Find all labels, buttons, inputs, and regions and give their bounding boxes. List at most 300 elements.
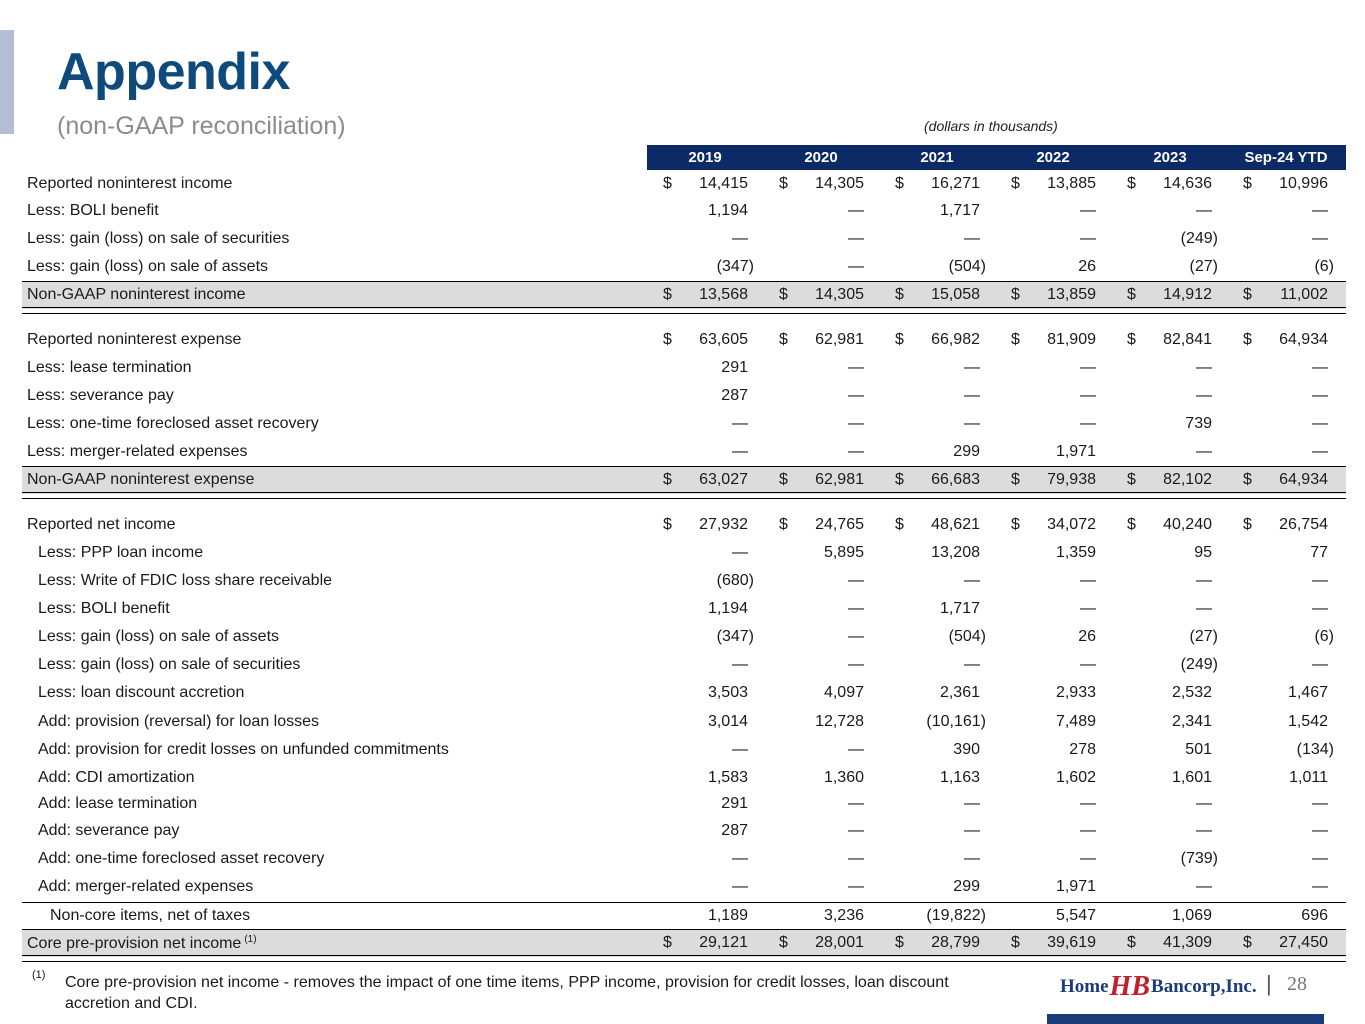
table-cell	[886, 443, 1002, 463]
cell-value: —	[964, 230, 980, 247]
table-cell	[654, 286, 770, 306]
cell-value: —	[848, 850, 864, 867]
cell-value: 64,934	[1279, 471, 1328, 488]
cell-value: 299	[953, 878, 980, 895]
table-row	[22, 226, 1346, 254]
page-title: Appendix	[57, 43, 290, 101]
table-cell	[1118, 359, 1234, 379]
cell-value: (347)	[716, 628, 754, 645]
column-header: 2021	[920, 149, 954, 166]
currency-symbol: $	[1127, 175, 1136, 192]
cell-value: —	[732, 850, 748, 867]
table-cell	[1234, 850, 1350, 870]
table-cell	[1118, 822, 1234, 842]
table-cell	[1234, 359, 1350, 379]
currency-symbol: $	[1011, 516, 1020, 533]
row-label	[38, 684, 244, 702]
table-cell	[770, 359, 886, 379]
table-cell	[1002, 443, 1118, 463]
cell-value: 28,001	[815, 934, 864, 951]
table-cell	[1234, 516, 1350, 536]
table-cell	[1118, 907, 1234, 927]
table-cell	[1118, 331, 1234, 351]
table-cell	[1118, 443, 1234, 463]
row-label	[38, 656, 300, 674]
table-cell	[886, 713, 1002, 733]
row-label	[38, 713, 319, 731]
row-label-text: Non-GAAP noninterest expense	[27, 471, 255, 488]
cell-value: —	[964, 850, 980, 867]
table-cell	[654, 230, 770, 250]
table-cell	[1118, 544, 1234, 564]
currency-symbol: $	[1127, 934, 1136, 951]
cell-value: —	[1312, 415, 1328, 432]
cell-value: —	[848, 795, 864, 812]
cell-value: (27)	[1189, 628, 1218, 645]
table-header	[647, 145, 1346, 170]
row-label-text: Add: severance pay	[38, 822, 180, 839]
cell-value: —	[732, 443, 748, 460]
cell-value: —	[848, 387, 864, 404]
column-header: 2023	[1153, 149, 1187, 166]
cell-value: —	[732, 415, 748, 432]
cell-value: 1,189	[707, 907, 748, 924]
table-cell	[886, 572, 1002, 592]
currency-symbol: $	[779, 175, 788, 192]
cell-value: —	[1196, 795, 1212, 812]
currency-symbol: $	[1011, 934, 1020, 951]
table-row	[22, 355, 1346, 383]
cell-value: 1,069	[1171, 907, 1212, 924]
cell-value: 62,981	[815, 471, 864, 488]
table-cell	[886, 741, 1002, 761]
currency-symbol: $	[663, 934, 672, 951]
cell-value: —	[1312, 795, 1328, 812]
table-cell	[1002, 202, 1118, 222]
row-label-text: Add: lease termination	[38, 795, 198, 812]
cell-value: (504)	[948, 258, 986, 275]
cell-value: 34,072	[1047, 516, 1096, 533]
cell-value: 287	[721, 822, 748, 839]
row-label-text: Add: provision for credit losses on unfunded commitments	[38, 741, 449, 758]
table-row	[22, 596, 1346, 624]
table-cell	[654, 600, 770, 620]
table-cell	[654, 331, 770, 351]
cell-value: —	[732, 878, 748, 895]
cell-value: 66,683	[931, 471, 980, 488]
table-cell	[1118, 415, 1234, 435]
cell-value: (680)	[716, 572, 754, 589]
row-label	[27, 471, 254, 489]
column-header: 2022	[1036, 149, 1070, 166]
row-label	[38, 878, 253, 896]
table-cell	[770, 544, 886, 564]
cell-value: 2,341	[1171, 713, 1212, 730]
table-row	[22, 540, 1346, 568]
cell-value: 1,163	[939, 769, 980, 786]
table-cell	[1118, 387, 1234, 407]
table-cell	[886, 471, 1002, 491]
row-label-text: Less: lease termination	[27, 359, 192, 376]
row-label	[38, 544, 203, 562]
table-cell	[654, 415, 770, 435]
table-row	[22, 652, 1346, 680]
cell-value: 48,621	[931, 516, 980, 533]
row-label	[50, 907, 250, 925]
cell-value: 287	[721, 387, 748, 404]
cell-value: 1,717	[939, 202, 980, 219]
currency-symbol: $	[1243, 331, 1252, 348]
table-cell	[1234, 684, 1350, 704]
cell-value: —	[1080, 202, 1096, 219]
cell-value: 1,011	[1289, 769, 1328, 786]
cell-value: (504)	[948, 628, 986, 645]
table-cell	[654, 175, 770, 195]
table-cell	[1234, 741, 1350, 761]
table-cell	[1118, 741, 1234, 761]
currency-symbol: $	[1243, 175, 1252, 192]
table-cell	[886, 387, 1002, 407]
cell-value: —	[848, 741, 864, 758]
cell-value: 10,996	[1279, 175, 1328, 192]
currency-symbol: $	[779, 934, 788, 951]
table-cell	[1002, 258, 1118, 278]
cell-value: (249)	[1180, 656, 1218, 673]
table-cell	[1234, 471, 1350, 491]
row-label-text: Less: gain (loss) on sale of assets	[38, 628, 280, 645]
table-cell	[886, 516, 1002, 536]
table-cell	[886, 331, 1002, 351]
table-cell	[886, 769, 1002, 789]
cell-value: —	[1196, 359, 1212, 376]
cell-value: —	[964, 795, 980, 812]
table-cell	[1234, 544, 1350, 564]
table-cell	[770, 656, 886, 676]
table-row	[22, 874, 1346, 902]
page-subtitle: (non-GAAP reconciliation)	[57, 112, 346, 140]
cell-value: 2,532	[1171, 684, 1212, 701]
cell-value: —	[1196, 387, 1212, 404]
table-cell	[1234, 415, 1350, 435]
table-cell	[886, 850, 1002, 870]
page-number: 28	[1287, 973, 1307, 995]
row-label	[27, 258, 268, 276]
table-cell	[770, 331, 886, 351]
cell-value: 2,933	[1055, 684, 1096, 701]
currency-symbol: $	[895, 516, 904, 533]
table-cell	[886, 878, 1002, 898]
units-note: (dollars in thousands)	[924, 118, 1058, 134]
table-cell	[654, 387, 770, 407]
currency-symbol: $	[663, 175, 672, 192]
row-label-text: Less: gain (loss) on sale of securities	[27, 230, 290, 247]
table-row	[22, 254, 1346, 282]
table-row	[22, 791, 1346, 819]
table-cell	[770, 795, 886, 815]
row-label	[38, 822, 179, 840]
table-cell	[886, 230, 1002, 250]
table-row	[22, 327, 1346, 355]
cell-value: (10,161)	[926, 713, 986, 730]
table-cell	[1118, 656, 1234, 676]
table-cell	[1118, 934, 1234, 954]
cell-value: —	[1196, 443, 1212, 460]
cell-value: 1,602	[1055, 769, 1096, 786]
table-cell	[1002, 878, 1118, 898]
cell-value: —	[1196, 600, 1212, 617]
cell-value: —	[964, 572, 980, 589]
row-label-text: Add: CDI amortization	[38, 769, 195, 786]
table-cell	[654, 713, 770, 733]
cell-value: 26,754	[1279, 516, 1328, 533]
table-cell	[770, 934, 886, 954]
cell-value: 1,717	[939, 600, 980, 617]
cell-value: —	[1080, 572, 1096, 589]
cell-value: 3,014	[707, 713, 748, 730]
currency-symbol: $	[1243, 471, 1252, 488]
cell-value: 13,885	[1047, 175, 1096, 192]
table-cell	[1234, 822, 1350, 842]
column-header: Sep-24 YTD	[1244, 149, 1328, 166]
row-label-text: Reported net income	[27, 516, 176, 533]
table-row	[22, 680, 1346, 708]
cell-value: 14,305	[815, 286, 864, 303]
table-cell	[770, 286, 886, 306]
footnote-ref: (1)	[244, 934, 257, 945]
table-cell	[770, 175, 886, 195]
table-cell	[1118, 628, 1234, 648]
table-cell	[1234, 795, 1350, 815]
cell-value: 7,489	[1055, 713, 1096, 730]
table-row	[22, 171, 1346, 199]
row-label	[38, 572, 332, 590]
cell-value: 739	[1185, 415, 1212, 432]
cell-value: 1,601	[1171, 769, 1212, 786]
currency-symbol: $	[1127, 286, 1136, 303]
logo-separator: |	[1266, 971, 1272, 996]
table-cell	[770, 769, 886, 789]
cell-value: 696	[1301, 907, 1328, 924]
row-label	[38, 795, 197, 813]
cell-value: (249)	[1180, 230, 1218, 247]
table-cell	[1234, 572, 1350, 592]
table-cell	[654, 684, 770, 704]
currency-symbol: $	[895, 175, 904, 192]
cell-value: 299	[953, 443, 980, 460]
currency-symbol: $	[1127, 471, 1136, 488]
table-cell	[1002, 850, 1118, 870]
cell-value: —	[964, 415, 980, 432]
table-cell	[770, 572, 886, 592]
cell-value: —	[848, 600, 864, 617]
row-label	[38, 769, 195, 787]
cell-value: —	[732, 544, 748, 561]
table-cell	[1234, 258, 1350, 278]
cell-value: —	[848, 202, 864, 219]
row-label	[27, 175, 232, 193]
cell-value: 390	[953, 741, 980, 758]
cell-value: —	[1080, 850, 1096, 867]
row-label	[38, 628, 279, 646]
cell-value: 1,194	[707, 202, 748, 219]
cell-value: (19,822)	[926, 907, 986, 924]
row-label-text: Add: merger-related expenses	[38, 878, 254, 895]
table-cell	[654, 628, 770, 648]
table-cell	[654, 769, 770, 789]
table-cell	[654, 934, 770, 954]
table-cell	[770, 202, 886, 222]
table-row	[22, 818, 1346, 846]
cell-value: —	[848, 443, 864, 460]
cell-value: —	[964, 822, 980, 839]
table-cell	[1002, 769, 1118, 789]
table-row	[22, 198, 1346, 226]
cell-value: —	[848, 822, 864, 839]
cell-value: —	[1196, 878, 1212, 895]
table-cell	[1002, 331, 1118, 351]
cell-value: —	[964, 387, 980, 404]
table-cell	[886, 684, 1002, 704]
cell-value: 62,981	[815, 331, 864, 348]
cell-value: 41,309	[1163, 934, 1212, 951]
table-cell	[1234, 713, 1350, 733]
row-label	[27, 415, 319, 433]
cell-value: 81,909	[1047, 331, 1096, 348]
cell-value: —	[848, 359, 864, 376]
table-cell	[1002, 628, 1118, 648]
table-cell	[654, 572, 770, 592]
column-header: 2020	[804, 149, 838, 166]
table-cell	[1118, 175, 1234, 195]
currency-symbol: $	[663, 286, 672, 303]
cell-value: 29,121	[699, 934, 748, 951]
row-label-text: Less: Write of FDIC loss share receivable	[38, 572, 333, 589]
table-cell	[654, 471, 770, 491]
cell-value: —	[964, 359, 980, 376]
cell-value: 501	[1185, 741, 1212, 758]
table-cell	[1118, 600, 1234, 620]
table-row	[22, 466, 1346, 494]
table-cell	[1118, 713, 1234, 733]
row-label-text: Less: BOLI benefit	[27, 202, 159, 219]
table-cell	[1118, 258, 1234, 278]
cell-value: 24,765	[815, 516, 864, 533]
cell-value: 3,503	[707, 684, 748, 701]
table-cell	[654, 202, 770, 222]
cell-value: 26	[1078, 628, 1096, 645]
table-cell	[886, 822, 1002, 842]
table-cell	[1234, 628, 1350, 648]
cell-value: (347)	[716, 258, 754, 275]
cell-value: —	[848, 628, 864, 645]
table-cell	[770, 516, 886, 536]
cell-value: 63,027	[699, 471, 748, 488]
table-cell	[1002, 415, 1118, 435]
currency-symbol: $	[895, 286, 904, 303]
row-label	[27, 286, 245, 304]
cell-value: 13,859	[1047, 286, 1096, 303]
row-label-text: Less: gain (loss) on sale of assets	[27, 258, 269, 275]
table-cell	[886, 359, 1002, 379]
table-cell	[654, 359, 770, 379]
table-cell	[770, 415, 886, 435]
currency-symbol: $	[1011, 175, 1020, 192]
table-cell	[654, 656, 770, 676]
cell-value: 1,194	[707, 600, 748, 617]
table-cell	[770, 684, 886, 704]
cell-value: —	[848, 656, 864, 673]
row-label	[27, 934, 257, 953]
row-label	[27, 202, 159, 220]
table-cell	[1118, 769, 1234, 789]
cell-value: —	[732, 230, 748, 247]
table-cell	[1234, 907, 1350, 927]
table-cell	[1234, 656, 1350, 676]
logo-bancorp: Bancorp,Inc.	[1151, 976, 1257, 997]
table-cell	[886, 258, 1002, 278]
table-cell	[770, 822, 886, 842]
row-label-text: Core pre-provision net income	[27, 935, 242, 952]
cell-value: 27,932	[699, 516, 748, 533]
cell-value: 291	[721, 359, 748, 376]
table-cell	[1002, 175, 1118, 195]
cell-value: —	[1196, 572, 1212, 589]
cell-value: 28,799	[931, 934, 980, 951]
cell-value: 95	[1194, 544, 1212, 561]
table-cell	[1118, 202, 1234, 222]
cell-value: 14,912	[1163, 286, 1212, 303]
cell-value: 5,895	[823, 544, 864, 561]
table-cell	[1118, 878, 1234, 898]
table-cell	[654, 850, 770, 870]
cell-value: —	[848, 258, 864, 275]
cell-value: 1,971	[1055, 443, 1096, 460]
table-row	[22, 846, 1346, 874]
table-cell	[1002, 656, 1118, 676]
cell-value: 1,360	[823, 769, 864, 786]
cell-value: —	[1312, 822, 1328, 839]
table-cell	[1234, 878, 1350, 898]
cell-value: —	[1312, 387, 1328, 404]
table-cell	[1118, 471, 1234, 491]
table-cell	[1002, 934, 1118, 954]
table-cell	[1234, 331, 1350, 351]
currency-symbol: $	[1011, 471, 1020, 488]
currency-symbol: $	[895, 934, 904, 951]
table-cell	[1002, 600, 1118, 620]
cell-value: 3,236	[823, 907, 864, 924]
cell-value: 4,097	[823, 684, 864, 701]
table-cell	[1002, 516, 1118, 536]
table-cell	[1234, 600, 1350, 620]
currency-symbol: $	[779, 471, 788, 488]
currency-symbol: $	[779, 286, 788, 303]
currency-symbol: $	[1243, 516, 1252, 533]
cell-value: —	[1312, 878, 1328, 895]
table-cell	[1118, 572, 1234, 592]
table-cell	[1118, 516, 1234, 536]
cell-value: —	[1196, 822, 1212, 839]
cell-value: —	[1080, 387, 1096, 404]
table-cell	[1234, 443, 1350, 463]
cell-value: —	[1080, 600, 1096, 617]
row-label-text: Add: provision (reversal) for loan losses	[38, 713, 320, 730]
accent-bar	[0, 30, 14, 134]
cell-value: —	[1312, 572, 1328, 589]
table-cell	[886, 656, 1002, 676]
table-cell	[770, 258, 886, 278]
table-cell	[1002, 795, 1118, 815]
